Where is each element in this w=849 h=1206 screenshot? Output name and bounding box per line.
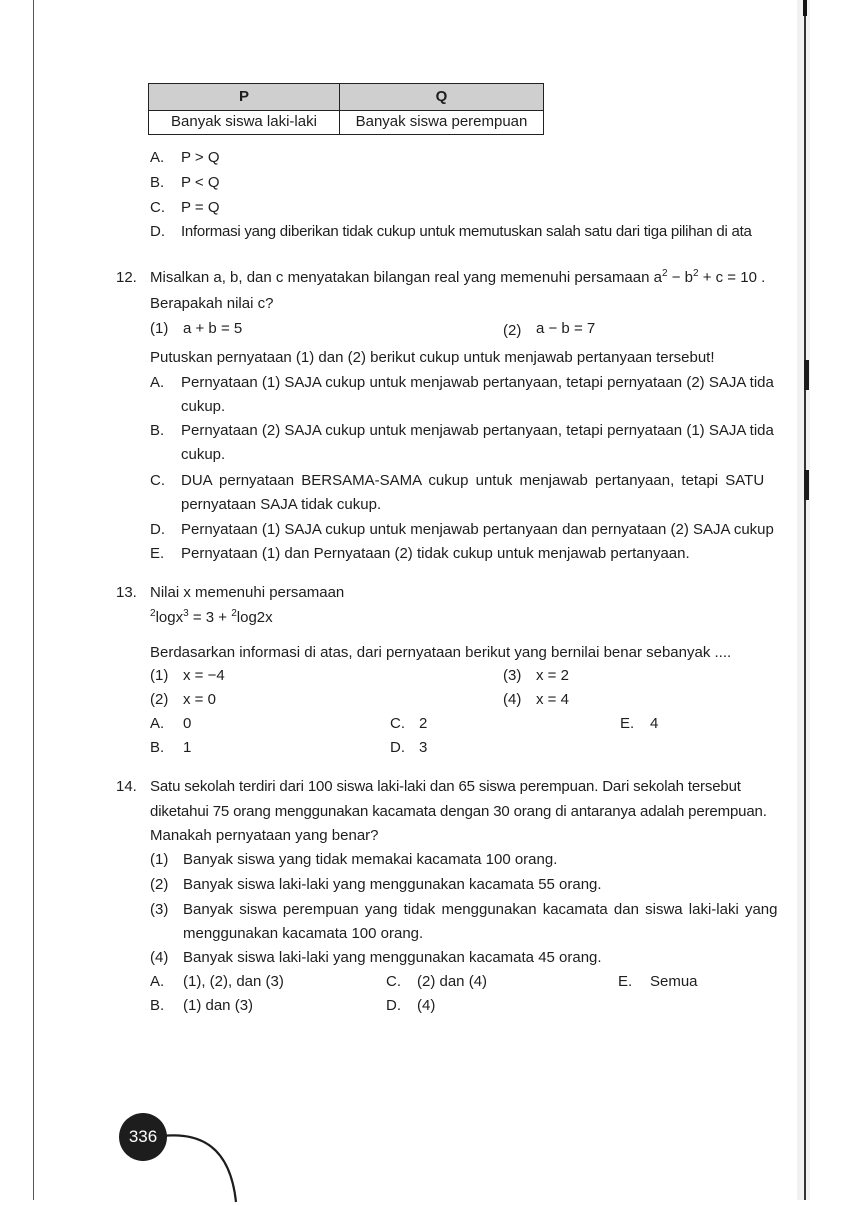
q12-question: Berapakah nilai c? [150,295,274,312]
q14-statement-label: (3) [150,901,169,918]
q14-option-letter: D. [386,997,401,1014]
q13-statement-label: (1) [150,667,169,684]
q12-instruction: Putuskan pernyataan (1) dan (2) berikut cukup untuk menjawab pertanyaan tersebut! [150,349,715,366]
pq-cell-p: Banyak siswa laki-laki [171,113,317,130]
scan-mark [804,470,809,500]
q14-option-text: (2) dan (4) [417,973,488,990]
q13-equation: $^2$logx$^3$ = 3 + $^2$log2x [150,608,273,626]
q12-stem-text: Misalkan a, b, dan c menyatakan bilangan real yang memenuhi persamaan [150,269,650,286]
q12-option-text: Pernyataan (1) SAJA cukup untuk menjawab pertanyaan, tetapi pernyataan (2) SAJA tida [181,374,774,391]
q13-statement-text: x = −4 [183,667,225,684]
q14-option-letter: B. [150,997,165,1014]
q14-statement-label: (2) [150,876,169,893]
q12-option-text: Pernyataan (1) SAJA cukup untuk menjawab pertanyaan dan pernyataan (2) SAJA cukup [181,521,774,538]
q12-option-letter: E. [150,545,165,562]
q11-option-text: P > Q [181,149,220,166]
q13-option-letter: C. [390,715,405,732]
q13-option-letter: B. [150,739,165,756]
q14-option-letter: E. [618,973,633,990]
q12-option-text: DUA pernyataan BERSAMA-SAMA cukup untuk menjawab pertanyaan, tetapi SATU [181,472,765,489]
q13-stem: Nilai x memenuhi persamaan [150,584,345,601]
q14-option-text: (4) [417,997,436,1014]
q14-option-text: Semua [650,973,698,990]
q13-option-letter: D. [390,739,405,756]
page-edge-left [33,0,34,1200]
q12-statement-text: a − b = 7 [536,320,596,337]
q13-option-text: 2 [419,715,428,732]
q14-option-letter: C. [386,973,401,990]
q11-option-letter: D. [150,223,165,240]
q11-option-letter: A. [150,149,165,166]
q12-statement-text: a + b = 5 [183,320,243,337]
pq-cell-q: Banyak siswa perempuan [355,113,528,130]
q13-statement-label: (2) [150,691,169,708]
q14-stem-line: Satu sekolah terdiri dari 100 siswa laki-laki dan 65 siswa perempuan. Dari sekolah tersebut [150,778,741,795]
q13-statement-text: x = 0 [183,691,216,708]
q14-statement-text: Banyak siswa yang tidak memakai kacamata 100 orang. [183,851,558,868]
q14-statement-text: Banyak siswa laki-laki yang menggunakan kacamata 55 orang. [183,876,602,893]
q13-option-text: 0 [183,715,192,732]
q12-option-letter: C. [150,472,165,489]
page-edge-right-line [804,0,806,1200]
q13-option-letter: A. [150,715,165,732]
q14-statement-text-cont: menggunakan kacamata 100 orang. [183,925,424,942]
q12-option-text-cont: cukup. [181,398,226,415]
q13-option-text: 4 [650,715,659,732]
q14-statement-text: Banyak siswa perempuan yang tidak menggunakan kacamata dan siswa laki-laki yang [183,901,778,918]
q14-stem-line: diketahui 75 orang menggunakan kacamata dengan 30 orang di antaranya adalah perempuan. [150,803,767,820]
q12-number: 12. [116,269,137,286]
q13-statement-text: x = 4 [536,691,569,708]
q13-option-text: 3 [419,739,428,756]
q11-option-text: P = Q [181,199,220,216]
q11-option-letter: B. [150,174,165,191]
q13-instruction: Berdasarkan informasi di atas, dari pernyataan berikut yang bernilai benar sebanyak .... [150,644,732,661]
q14-option-text: (1) dan (3) [183,997,254,1014]
q13-option-text: 1 [183,739,192,756]
q12-option-letter: A. [150,374,165,391]
q11-option-letter: C. [150,199,165,216]
q12-statement-label: (1) [150,320,169,337]
q12-stem [150,268,765,290]
scan-mark [803,0,807,16]
q13-statement-text: x = 2 [536,667,569,684]
pq-header-p: P [238,88,249,105]
q14-statement-label: (1) [150,851,169,868]
q12-option-letter: B. [150,422,165,439]
q12-option-text: Pernyataan (2) SAJA cukup untuk menjawab pertanyaan, tetapi pernyataan (1) SAJA tida [181,422,774,439]
q14-stem-line: Manakah pernyataan yang benar? [150,827,379,844]
q11-option-text: Informasi yang diberikan tidak cukup untuk memutuskan salah satu dari tiga pilihan di ata [181,223,752,240]
pq-table [148,83,544,135]
pq-header-q: Q [435,88,448,105]
q12-option-text-cont: cukup. [181,446,226,463]
q14-statement-label: (4) [150,949,169,966]
q12-option-text: Pernyataan (1) dan Pernyataan (2) tidak cukup untuk menjawab pertanyaan. [181,545,690,562]
q14-option-letter: A. [150,973,165,990]
q12-statement-label: (2) [503,322,522,339]
q13-statement-label: (4) [503,691,522,708]
q12-option-text-cont: pernyataan SAJA tidak cukup. [181,496,382,513]
page-number-badge: 336 [119,1113,167,1161]
q13-statement-label: (3) [503,667,522,684]
q12-equation: $a^2 - b^2 + c = 10$ . [653,268,766,286]
q13-option-letter: E. [620,715,635,732]
q14-statement-text: Banyak siswa laki-laki yang menggunakan kacamata 45 orang. [183,949,602,966]
scan-mark [804,360,809,390]
page-number-curve [160,1126,270,1206]
q14-number: 14. [116,778,137,795]
q13-number: 13. [116,584,137,601]
q11-option-text: P < Q [181,174,220,191]
q12-option-letter: D. [150,521,165,538]
q14-option-text: (1), (2), dan (3) [183,973,284,990]
